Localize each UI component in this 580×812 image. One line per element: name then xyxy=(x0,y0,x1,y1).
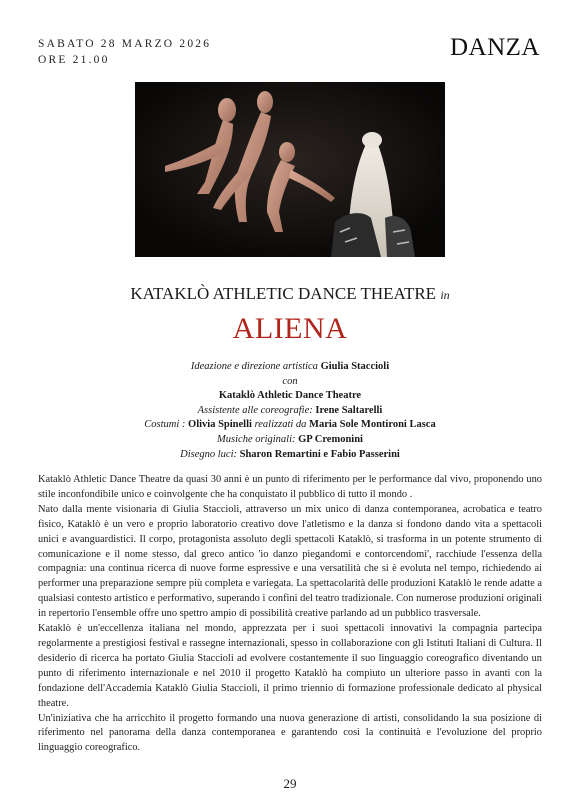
event-date-time xyxy=(38,36,211,68)
dancers-illustration xyxy=(135,82,445,257)
show-title: ALIENA xyxy=(232,312,348,345)
credit-name: Sharon Remartini e Fabio Passerini xyxy=(239,448,400,460)
credit-name: Giulia Staccioli xyxy=(320,361,390,372)
credit-role: Ideazione e direzione artistica xyxy=(190,361,318,372)
body-paragraph: Nato dalla mente visionaria di Giulia Staccioli, attraverso un mix unico di danza contemporanea, acrobatica e teatro fisico, Kataklò è un vero e proprio laboratorio creativo dove l'atletismo e la danza si fondono dando vita a spettacoli unici e avanguardistici. Il corpo, protagonista assoluto degli spettacoli Kataklò, si trasforma in un potente strumento di comunicazione e il nome stesso, dal greco antico 'io danzo piegandomi e contorcendomi', racchiude l'essenza della compagnia: una continua ricerca di nuove forme espressive e una versatilità che si è evoluta nel tempo, richiedendo ai performer una preparazione sempre più completa e variegata. La spettacolarità delle produzioni Kataklò le rende adatte a qualsiasi contesto artistico e performativo, superando i confini del teatro tradizionale. Con numerose produzioni originali in repertorio l'ensemble offre uno spettro ampio di possibilità creative parlando ad un pubblico trasversale. xyxy=(38,503,542,620)
event-time: ORE 21.00 xyxy=(38,54,110,66)
company-in: in xyxy=(440,288,450,302)
company-heading xyxy=(0,284,580,304)
credit-name: GP Cremonini xyxy=(298,433,363,445)
credit-name: Olivia Spinelli xyxy=(188,419,252,431)
credit-name: Maria Sole Montironi Lasca xyxy=(309,419,436,431)
credit-costumi xyxy=(0,418,580,433)
page-number: 29 xyxy=(283,776,297,791)
section-title: DANZA xyxy=(450,34,540,61)
body-paragraph: Kataklò è un'eccellenza italiana nel mondo, apprezzata per i suoi spettacoli innovativi la compagnia partecipa regolarmente a prestigiosi festival e rassegne internazionali, spesso in collaborazione con gli Istituti Italiani di Cultura. Il desiderio di ricerca ha portato Giulia Staccioli ad evolvere costantemente il suo linguaggio coreografico diventando un punto di riferimento internazionale e nel 2010 il progetto Kataklò ha compiuto un ulteriore passo in avanti con la fondazione dell'Accademia Kataklò Giulia Staccioli, il primo triennio di formazione professionale dedicato al physical theatre. xyxy=(38,623,542,709)
body-paragraph: Kataklò Athletic Dance Theatre da quasi 30 anni è un punto di riferimento per le performance dal vivo, proponendo uno stile inconfondibile unico e coinvolgente che ha conquistato il pubblico di tutto il mondo . xyxy=(38,474,542,500)
credits-block xyxy=(0,360,580,462)
credit-role: Musiche originali: xyxy=(217,433,296,445)
credit-con: con xyxy=(282,375,298,387)
credit-ensemble xyxy=(0,389,580,404)
article-body xyxy=(38,473,542,756)
credit-role: Assistente alle coreografie: xyxy=(197,404,313,416)
company-name: KATAKLÒ ATHLETIC DANCE THEATRE xyxy=(130,284,437,303)
credit-luci xyxy=(0,448,580,463)
credit-role: Disegno luci: xyxy=(180,448,237,460)
credit-assistente xyxy=(0,404,580,419)
credit-name: Irene Saltarelli xyxy=(315,404,383,416)
performance-photo xyxy=(135,82,445,257)
credit-role: Costumi : xyxy=(144,419,186,431)
credit-name: Kataklò Athletic Dance Theatre xyxy=(218,390,362,402)
body-paragraph: Un'iniziativa che ha arricchito il progetto formando una nuova generazione di artisti, consolidando la sua posizione di riferimento nel panorama della danza contemporanea e garantendo così la continuità e l'evoluzione del proprio linguaggio coreografico. xyxy=(38,712,542,754)
credit-musiche xyxy=(0,433,580,448)
credit-role: realizzati da xyxy=(254,419,307,431)
event-date: SABATO 28 MARZO 2026 xyxy=(38,38,212,50)
credit-ideazione xyxy=(0,360,580,375)
